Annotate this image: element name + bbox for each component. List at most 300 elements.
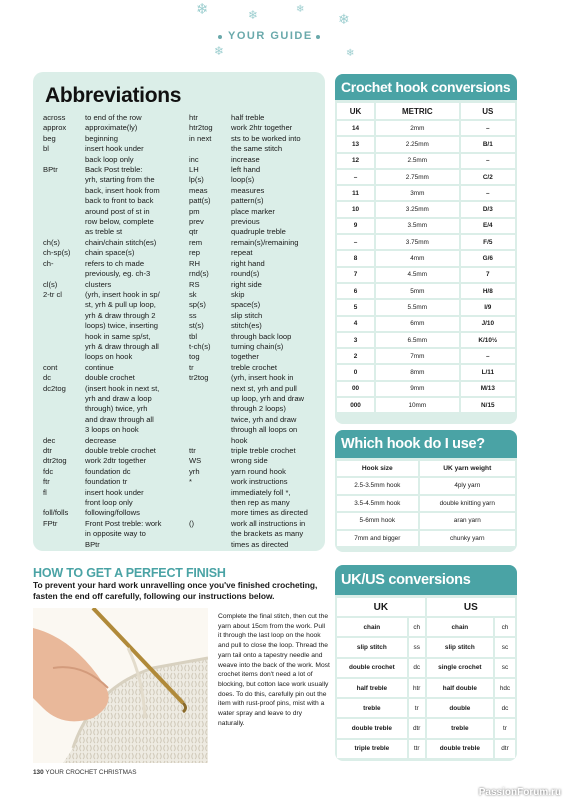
abbreviation-term: () [189,518,195,528]
abbreviation-row [189,456,319,466]
abbreviation-term: in next [189,133,212,143]
table-row [337,121,515,135]
abbreviation-term: FPtr [43,518,58,528]
abbreviation-meaning: remain(s)/remaining [231,237,299,247]
table-row [337,513,515,529]
abbreviation-term: dtr [43,446,52,455]
abbreviation-term [43,394,85,404]
abbreviation-row [43,498,189,508]
table-cell: M/13 [461,382,515,396]
abbreviation-term [189,415,231,425]
abbreviation-meaning: through) twice, yrh [85,404,148,414]
abbreviation-term [43,217,85,227]
abbreviation-meaning: treble crochet [231,362,278,372]
table-cell: 9mm [376,382,459,396]
table-cell: – [461,186,515,200]
abbreviations-right-column [189,113,319,550]
abbreviation-meaning: back, insert hook from [85,185,160,195]
table-cell: 3 [337,333,374,347]
abbreviation-term: WS [189,456,202,466]
abbreviation-meaning: foundation dc [85,466,131,476]
crochet-hands-image [33,608,208,763]
table-cell: 5-6mm hook [337,513,418,529]
abbreviation-row [43,404,189,414]
hook-conversions-title: Crochet hook conversions [335,74,517,100]
table-row [337,679,515,697]
abbreviation-meaning: to end of the row [85,113,142,122]
abbreviation-term [43,175,85,185]
abbreviation-term [43,321,85,331]
abbreviation-meaning: repeat [231,248,253,258]
abbreviation-term: tr [189,362,194,372]
abbreviation-row [43,529,189,539]
table-cell: B/1 [461,137,515,151]
ukus-panel [335,565,517,761]
abbreviation-meaning: the brackets as many [231,529,304,539]
table-cell: ch [409,618,425,636]
table-cell: 3.5-4.5mm hook [337,496,418,512]
abbreviation-meaning: then rep as many [231,498,290,508]
decor-dot [218,35,222,39]
abbreviation-term: inc [189,154,199,164]
abbreviation-meaning: half treble [231,113,265,122]
ukus-title: UK/US conversions [335,565,517,595]
abbreviation-term: dec [43,435,56,445]
page-number: 130 [33,769,44,776]
abbreviation-meaning: measures [231,185,265,195]
table-cell: – [461,121,515,135]
abbreviation-meaning: continue [85,362,114,372]
table-cell: dtr [495,740,515,758]
table-cell: chunky yarn [420,531,515,547]
table-cell: C/2 [461,170,515,184]
snowflake-icon: ❄ [296,4,305,15]
table-cell: 11 [337,186,374,200]
abbreviation-row [189,384,319,394]
abbreviation-meaning: hook [231,435,248,445]
finish-intro: To prevent your hard work unravelling once you've finished crocheting, fasten the end off carefully, following our instructions below. [33,580,318,601]
abbreviation-meaning: skip [231,289,245,299]
table-cell: chain [337,618,407,636]
abbreviation-term [189,540,231,550]
abbreviation-meaning: right hand [231,258,265,268]
abbreviation-row [43,144,189,154]
abbreviation-term [189,144,231,154]
abbreviation-term: dc [43,373,52,383]
abbreviation-term [43,352,85,362]
table-cell: 3mm [376,186,459,200]
which-hook-title: Which hook do I use? [335,430,517,458]
abbreviation-row [43,352,189,362]
abbreviation-meaning: insert hook under [85,487,144,497]
table-row [337,531,515,547]
abbreviation-term: patt(s) [189,196,211,206]
abbreviation-term [189,425,231,435]
abbreviation-term: 2-tr cl [43,289,62,299]
abbreviation-row [43,332,189,342]
abbreviation-meaning: (insert hook in next st, [85,383,160,393]
abbreviation-term: ttr [189,446,196,455]
abbreviation-term [43,540,85,550]
table-row [337,186,515,200]
abbreviation-row [189,248,319,258]
abbreviation-row [189,394,319,404]
abbreviation-term: foll/folls [43,508,69,518]
table-cell: D/3 [461,202,515,216]
table-cell: 6.5mm [376,333,459,347]
abbreviation-row [189,352,319,362]
table-cell: hdc [495,679,515,697]
abbreviation-term [43,311,85,321]
table-cell: dtr [409,719,425,737]
abbreviation-meaning: turning chain(s) [231,341,284,351]
abbreviation-term [189,488,231,498]
abbreviation-term: qtr [189,227,198,237]
table-cell: F/5 [461,235,515,249]
abbreviations-title: Abbreviations [45,84,182,107]
table-cell: 4ply yarn [420,478,515,494]
abbreviation-term [43,529,85,539]
decor-dot [316,35,320,39]
table-cell: – [337,170,374,184]
abbreviation-meaning: insert hook under [85,144,144,154]
abbreviation-term: ftr [43,477,50,487]
table-cell: 2 [337,349,374,363]
abbreviation-meaning: increase [231,154,260,164]
abbreviation-row [43,165,189,175]
abbreviation-row [189,321,319,331]
abbreviation-term: yrh [189,466,200,476]
abbreviation-meaning: Front Post treble: work [85,518,162,528]
abbreviation-meaning: clusters [85,279,112,289]
abbreviation-row [189,332,319,342]
abbreviation-row [43,134,189,144]
table-cell: chain [427,618,493,636]
table-row [337,699,515,717]
column-header: Hook size [337,461,418,476]
table-cell: 4.5mm [376,268,459,282]
column-header: US [461,103,515,119]
abbreviation-term: across [43,113,66,122]
table-cell: double treble [337,719,407,737]
table-cell: 2.75mm [376,170,459,184]
table-cell: 7mm [376,349,459,363]
abbreviation-row [43,186,189,196]
abbreviation-meaning: yrh & draw through all [85,341,159,351]
table-cell: dc [409,659,425,677]
table-cell: 6mm [376,317,459,331]
abbreviation-meaning: work 2htr together [231,123,293,133]
abbreviation-term: htr [189,113,198,122]
abbreviation-row [43,467,189,477]
abbreviation-term [43,498,85,508]
abbreviation-row [43,425,189,435]
abbreviation-row [189,269,319,279]
table-row [337,659,515,677]
abbreviation-term: st(s) [189,321,204,331]
abbreviation-meaning: up loop, yrh and draw [231,393,305,403]
table-cell: sc [495,638,515,656]
abbreviation-term [43,227,85,237]
abbreviation-meaning: st, yrh & pull up loop, [85,300,156,310]
abbreviation-term [189,498,231,508]
abbreviation-meaning: Back Post treble: [85,165,143,175]
table-cell: J/10 [461,317,515,331]
abbreviation-row [189,363,319,373]
table-cell: 2.5mm [376,154,459,168]
abbreviation-term: lp(s) [189,175,204,185]
abbreviation-meaning: through back loop [231,331,292,341]
abbreviation-meaning: wrong side [231,456,268,466]
abbreviation-meaning: immediately foll *, [231,487,291,497]
abbreviation-meaning: left hand [231,165,261,175]
table-cell: – [461,154,515,168]
table-row [337,638,515,656]
abbreviation-term [43,425,85,435]
abbreviation-meaning: chain/chain stitch(es) [85,237,157,247]
abbreviation-meaning: decrease [85,435,117,445]
table-cell: H/8 [461,284,515,298]
table-cell: G/6 [461,251,515,265]
column-header: US [427,598,515,616]
snowflake-icon: ❄ [338,12,350,28]
abbreviation-row [43,488,189,498]
which-hook-table [335,459,517,548]
abbreviation-term: beg [43,133,56,143]
abbreviation-row [43,540,189,550]
abbreviation-meaning: double treble crochet [85,446,156,455]
table-cell: 8mm [376,365,459,379]
abbreviation-meaning: row below, complete [85,217,154,227]
abbreviation-term: ch(s) [43,237,60,247]
table-cell: 5 [337,300,374,314]
abbreviation-term: fl [43,487,47,497]
watermark: PassionForum.ru [478,787,561,798]
abbreviation-meaning: back to front to back [85,196,154,206]
table-cell: double crochet [337,659,407,677]
abbreviation-term: prev [189,217,204,227]
abbreviation-row [189,540,319,550]
table-row [337,496,515,512]
guide-title: YOUR GUIDE [228,30,313,42]
table-row [337,719,515,737]
abbreviation-row [189,207,319,217]
abbreviation-meaning: sts to be worked into [231,133,301,143]
abbreviation-meaning: pattern(s) [231,196,264,206]
abbreviation-term [43,186,85,196]
abbreviation-term: cl(s) [43,279,58,289]
table-cell: single crochet [427,659,493,677]
abbreviation-row [43,259,189,269]
abbreviation-meaning: chain space(s) [85,248,135,258]
abbreviation-row [189,477,319,487]
table-cell: 9 [337,219,374,233]
table-cell: 3.25mm [376,202,459,216]
abbreviation-term: rep [189,248,200,258]
abbreviation-row [43,227,189,237]
abbreviation-row [43,456,189,466]
abbreviation-term: tog [189,352,200,362]
table-cell: 12 [337,154,374,168]
table-row [337,251,515,265]
table-cell: ss [409,638,425,656]
abbreviation-row [43,290,189,300]
table-cell: 000 [337,398,374,412]
table-row [337,317,515,331]
abbreviation-term: fdc [43,466,54,476]
table-row [337,478,515,494]
abbreviation-row [43,415,189,425]
table-row [337,365,515,379]
abbreviation-row [189,186,319,196]
table-row [337,219,515,233]
table-cell: double knitting yarn [420,496,515,512]
table-cell: – [337,235,374,249]
table-cell: 8 [337,251,374,265]
abbreviation-meaning: and draw through all [85,414,154,424]
abbreviation-row [189,113,319,123]
crochet-photo [33,608,208,763]
abbreviation-meaning: (yrh, insert hook in [231,373,294,383]
abbreviation-meaning: twice, yrh and draw [231,414,297,424]
table-cell: K/10½ [461,333,515,347]
abbreviation-meaning: triple treble crochet [231,446,296,455]
abbreviation-term [189,436,231,446]
table-cell: 4 [337,317,374,331]
ukus-table [335,596,517,760]
abbreviation-meaning: foundation tr [85,477,128,487]
table-row [337,268,515,282]
abbreviation-term [43,342,85,352]
abbreviation-term [189,508,231,518]
abbreviation-term [43,269,85,279]
table-cell: half double [427,679,493,697]
abbreviation-meaning: loop(s) [231,175,255,185]
abbreviation-meaning: yrh & draw through 2 [85,310,156,320]
abbreviation-term: ch- [43,258,54,268]
table-cell: tr [409,699,425,717]
abbreviation-meaning: space(s) [231,300,261,310]
abbreviation-row [189,425,319,435]
table-cell: N/15 [461,398,515,412]
abbreviation-meaning: hook in same sp/st, [85,331,151,341]
abbreviation-meaning: following/follows [85,508,140,518]
abbreviation-term: htr2tog [189,123,213,133]
abbreviation-term: cont [43,362,58,372]
abbreviation-row [189,155,319,165]
abbreviation-term: ch-sp(s) [43,248,71,258]
table-row [337,284,515,298]
abbreviation-row [43,342,189,352]
abbreviation-row [43,196,189,206]
table-cell: 7 [337,268,374,282]
abbreviation-row [189,519,319,529]
abbreviation-meaning: double crochet [85,373,135,383]
abbreviation-row [43,508,189,518]
table-cell: tr [495,719,515,737]
table-cell: 4mm [376,251,459,265]
abbreviation-row [189,404,319,414]
finish-title: HOW TO GET A PERFECT FINISH [33,566,226,580]
abbreviation-meaning: front loop only [85,498,133,508]
abbreviation-row [43,373,189,383]
abbreviation-meaning: right side [231,279,262,289]
table-cell: slip stitch [427,638,493,656]
abbreviation-row [189,529,319,539]
abbreviation-meaning: loops on hook [85,352,133,362]
table-row [337,382,515,396]
snowflake-icon: ❄ [214,44,225,58]
abbreviations-left-column [43,113,189,550]
table-row [337,154,515,168]
table-cell: ch [495,618,515,636]
table-row [337,398,515,412]
abbreviation-row [43,363,189,373]
hook-conversions-table [335,101,517,414]
abbreviation-row [43,280,189,290]
abbreviation-meaning: quadruple treble [231,227,286,237]
abbreviation-row [189,467,319,477]
snowflake-icon: ❄ [346,48,355,59]
table-cell: – [461,349,515,363]
hook-conversions-panel [335,74,517,424]
abbreviation-term: sp(s) [189,300,206,310]
table-row [337,349,515,363]
table-cell: I/9 [461,300,515,314]
abbreviation-row [43,394,189,404]
abbreviation-term: RS [189,279,200,289]
abbreviation-meaning: BPtr [85,539,100,549]
abbreviation-row [189,144,319,154]
abbreviation-meaning: work 2dtr together [85,456,147,466]
table-cell: triple treble [337,740,407,758]
abbreviation-row [43,519,189,529]
abbreviation-term: bl [43,144,49,154]
snowflake-icon: ❄ [248,8,259,22]
abbreviation-term: LH [189,165,199,175]
abbreviation-row [189,259,319,269]
abbreviation-meaning: times as directed [231,539,289,549]
table-cell: half treble [337,679,407,697]
table-row [337,618,515,636]
abbreviation-row [43,436,189,446]
abbreviation-row [189,508,319,518]
finish-body: Complete the final stitch, then cut the yarn about 15cm from the work. Pull it through the last loop on the hook and pull to close the loop. Thread the yarn tail onto a tapestry needle and weave into the back of the work. Most crochet items don't need a lot of blocking, but cotton lace work usually does. To do this, carefully pin out the item with rust-proof pins, mist with a water spray and leave to dry naturally. [218,613,330,727]
abbreviation-meaning: back loop only [85,154,134,164]
table-row [337,170,515,184]
abbreviation-meaning: through all loops on [231,425,298,435]
column-header: UK [337,103,374,119]
abbreviation-term [43,415,85,425]
abbreviation-row [189,300,319,310]
abbreviation-row [189,134,319,144]
abbreviation-row [43,384,189,394]
which-hook-panel [335,430,517,552]
abbreviation-term: pm [189,206,200,216]
abbreviation-meaning: beginning [85,133,118,143]
table-cell: slip stitch [337,638,407,656]
abbreviation-term: sk [189,289,197,299]
abbreviation-meaning: previously, eg. ch-3 [85,269,151,279]
abbreviation-term [43,404,85,414]
abbreviation-meaning: (yrh, insert hook in sp/ [85,289,160,299]
table-cell: treble [427,719,493,737]
abbreviation-row [189,165,319,175]
abbreviation-term [189,529,231,539]
table-cell: 3.75mm [376,235,459,249]
abbreviation-term [43,155,85,165]
abbreviations-panel [33,72,325,551]
